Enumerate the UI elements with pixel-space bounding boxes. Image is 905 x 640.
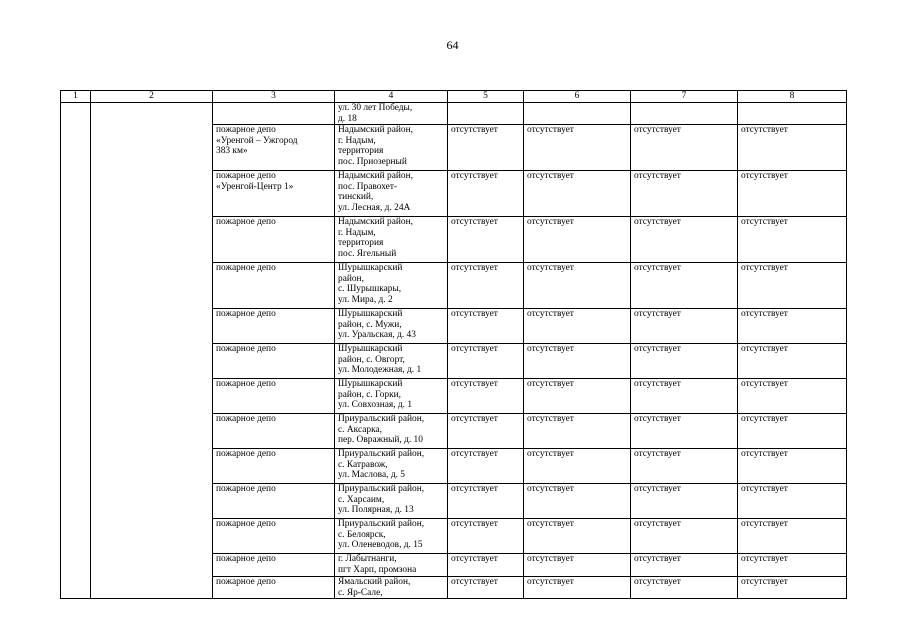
- cell-col-8: отсутствует: [738, 519, 847, 554]
- cell-col-6: отсутствует: [524, 554, 631, 577]
- cell-col-3: пожарное депо: [213, 414, 335, 449]
- cell-col-6: отсутствует: [524, 171, 631, 217]
- cell-col-3: пожарное депо: [213, 484, 335, 519]
- cell-col-4: Шурышкарский район, с. Овгорт, ул. Молодежная, д. 1: [335, 344, 448, 379]
- cell-col-4: Надымский район, г. Надым, территория пос. Приозерный: [335, 125, 448, 171]
- cell-col-3: пожарное депо: [213, 379, 335, 414]
- cell-col-7: отсутствует: [631, 263, 738, 309]
- cell-col-4: ул. 30 лет Победы, д. 18: [335, 103, 448, 125]
- cell-col-6: отсутствует: [524, 577, 631, 599]
- cell-col-8: отсутствует: [738, 449, 847, 484]
- cell-col-4: Надымский район, пос. Правохет- тинский, ул. Лесная, д. 24А: [335, 171, 448, 217]
- cell-col-8: [738, 103, 847, 125]
- cell-col-5: отсутствует: [448, 519, 524, 554]
- cell-col-3: пожарное депо: [213, 519, 335, 554]
- cell-col-3: пожарное депо: [213, 217, 335, 263]
- cell-col-5: отсутствует: [448, 125, 524, 171]
- cell-col-8: отсутствует: [738, 171, 847, 217]
- cell-col-8: отсутствует: [738, 554, 847, 577]
- cell-col-3: пожарное депо: [213, 577, 335, 599]
- cell-col-8: отсутствует: [738, 577, 847, 599]
- cell-col-2: [91, 103, 213, 599]
- cell-col-5: отсутствует: [448, 217, 524, 263]
- cell-col-7: отсутствует: [631, 344, 738, 379]
- cell-col-7: отсутствует: [631, 414, 738, 449]
- cell-col-7: отсутствует: [631, 309, 738, 344]
- cell-col-8: отсутствует: [738, 484, 847, 519]
- cell-col-5: отсутствует: [448, 484, 524, 519]
- cell-col-6: отсутствует: [524, 449, 631, 484]
- cell-col-5: отсутствует: [448, 344, 524, 379]
- cell-col-4: Приуральский район, с. Белоярск, ул. Оленеводов, д. 15: [335, 519, 448, 554]
- cell-col-5: отсутствует: [448, 171, 524, 217]
- cell-col-7: отсутствует: [631, 519, 738, 554]
- cell-col-7: отсутствует: [631, 577, 738, 599]
- cell-col-7: отсутствует: [631, 484, 738, 519]
- cell-col-4: Приуральский район, с. Харсаим, ул. Полярная, д. 13: [335, 484, 448, 519]
- cell-col-6: отсутствует: [524, 217, 631, 263]
- cell-col-8: отсутствует: [738, 414, 847, 449]
- col-header-2: 2: [91, 91, 213, 103]
- cell-col-7: отсутствует: [631, 379, 738, 414]
- cell-col-8: отсутствует: [738, 309, 847, 344]
- cell-col-7: отсутствует: [631, 217, 738, 263]
- cell-col-3: пожарное депо: [213, 309, 335, 344]
- cell-col-3: пожарное депо «Уренгой-Центр 1»: [213, 171, 335, 217]
- cell-col-7: отсутствует: [631, 554, 738, 577]
- table-body: [61, 103, 847, 599]
- cell-col-8: отсутствует: [738, 125, 847, 171]
- cell-col-8: отсутствует: [738, 344, 847, 379]
- cell-col-7: отсутствует: [631, 171, 738, 217]
- col-header-3: 3: [213, 91, 335, 103]
- cell-col-7: отсутствует: [631, 449, 738, 484]
- cell-col-4: Приуральский район, с. Аксарка, пер. Овражный, д. 10: [335, 414, 448, 449]
- col-header-1: 1: [61, 91, 91, 103]
- col-header-7: 7: [631, 91, 738, 103]
- cell-col-4: Приуральский район, с. Катравож, ул. Маслова, д. 5: [335, 449, 448, 484]
- cell-col-3: пожарное депо: [213, 344, 335, 379]
- cell-col-5: отсутствует: [448, 449, 524, 484]
- cell-col-4: Надымский район, г. Надым, территория пос. Ягельный: [335, 217, 448, 263]
- cell-col-4: Ямальский район, с. Яр-Сале,: [335, 577, 448, 599]
- cell-col-4: Шурышкарский район, с. Мужи, ул. Уральская, д. 43: [335, 309, 448, 344]
- header-row: [61, 91, 847, 103]
- cell-col-3: пожарное депо «Уренгой – Ужгород 383 км»: [213, 125, 335, 171]
- cell-col-6: отсутствует: [524, 379, 631, 414]
- cell-col-5: отсутствует: [448, 263, 524, 309]
- cell-col-5: отсутствует: [448, 577, 524, 599]
- cell-col-4: Шурышкарский район, с. Шурышкары, ул. Мира, д. 2: [335, 263, 448, 309]
- cell-col-6: отсутствует: [524, 519, 631, 554]
- cell-col-3: пожарное депо: [213, 449, 335, 484]
- cell-col-7: [631, 103, 738, 125]
- col-header-6: 6: [524, 91, 631, 103]
- cell-col-5: отсутствует: [448, 554, 524, 577]
- cell-col-1: [61, 103, 91, 599]
- cell-col-5: отсутствует: [448, 414, 524, 449]
- table-row: [61, 103, 847, 125]
- cell-col-6: отсутствует: [524, 125, 631, 171]
- cell-col-6: отсутствует: [524, 309, 631, 344]
- cell-col-6: отсутствует: [524, 414, 631, 449]
- cell-col-3: пожарное депо: [213, 263, 335, 309]
- col-header-4: 4: [335, 91, 448, 103]
- cell-col-5: [448, 103, 524, 125]
- cell-col-8: отсутствует: [738, 217, 847, 263]
- cell-col-3: [213, 103, 335, 125]
- page-number: 64: [446, 38, 459, 52]
- cell-col-4: г. Лабытнанги, пгт Харп, промзона: [335, 554, 448, 577]
- cell-col-8: отсутствует: [738, 379, 847, 414]
- cell-col-4: Шурышкарский район, с. Горки, ул. Совхозная, д. 1: [335, 379, 448, 414]
- cell-col-5: отсутствует: [448, 309, 524, 344]
- cell-col-6: отсутствует: [524, 344, 631, 379]
- cell-col-6: отсутствует: [524, 484, 631, 519]
- cell-col-5: отсутствует: [448, 379, 524, 414]
- cell-col-7: отсутствует: [631, 125, 738, 171]
- cell-col-3: пожарное депо: [213, 554, 335, 577]
- col-header-8: 8: [738, 91, 847, 103]
- cell-col-6: [524, 103, 631, 125]
- cell-col-8: отсутствует: [738, 263, 847, 309]
- cell-col-6: отсутствует: [524, 263, 631, 309]
- fire-depot-table: [60, 90, 847, 599]
- col-header-5: 5: [448, 91, 524, 103]
